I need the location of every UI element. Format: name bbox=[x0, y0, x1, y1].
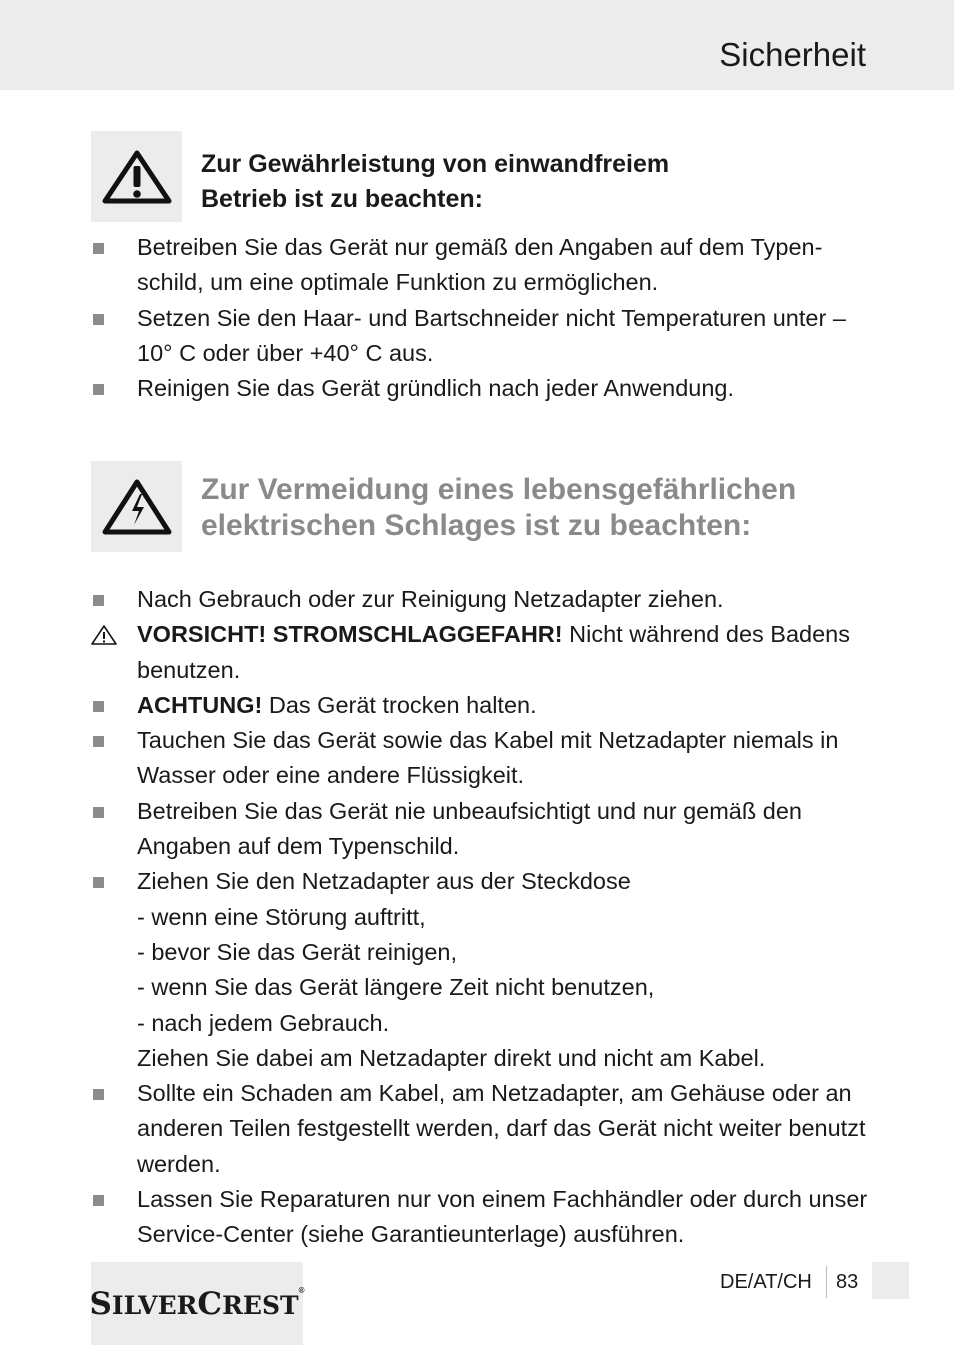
list-item-text: Ziehen Sie dabei am Netzadapter direkt und nicht am Kabel. bbox=[137, 1044, 766, 1071]
list-item-text: Sollte ein Schaden am Kabel, am Netzadapter, am Gehäuse oder an anderen Teilen festgestellt werden, darf das Gerät nicht weiter benutzt werden. bbox=[137, 1080, 866, 1177]
square-bullet-icon bbox=[93, 1195, 104, 1206]
square-bullet-icon bbox=[93, 384, 104, 395]
section1-heading bbox=[201, 147, 841, 217]
square-bullet-icon bbox=[93, 701, 104, 712]
list-item bbox=[0, 230, 954, 301]
section2-list bbox=[0, 582, 954, 1253]
warning-icon-box bbox=[91, 131, 182, 222]
electric-icon-box bbox=[91, 461, 182, 552]
list-item bbox=[0, 794, 954, 865]
sub-item: - wenn eine Störung auftritt, bbox=[137, 903, 426, 930]
sub-item: - wenn Sie das Gerät längere Zeit nicht benutzen, bbox=[137, 974, 655, 1001]
square-bullet-icon bbox=[93, 1089, 104, 1100]
list-item-text: Tauchen Sie das Gerät sowie das Kabel mit Netzadapter niemals in Wasser oder eine andere Flüssigkeit. bbox=[137, 727, 839, 789]
square-bullet-icon bbox=[93, 807, 104, 818]
square-bullet-icon bbox=[93, 595, 104, 606]
list-item bbox=[0, 723, 954, 794]
page-title: Sicherheit bbox=[719, 36, 866, 73]
list-item-text: Setzen Sie den Haar- und Bartschneider nicht Temperaturen unter –10° C oder über +40° C aus. bbox=[137, 304, 846, 366]
list-item-text: Betreiben Sie das Gerät nie unbeaufsichtigt und nur gemäß den Angaben auf dem Typenschild. bbox=[137, 797, 802, 860]
list-item bbox=[0, 617, 954, 688]
square-bullet-icon bbox=[93, 877, 104, 888]
list-item bbox=[0, 1076, 954, 1182]
page-number: 83 bbox=[836, 1271, 859, 1293]
list-item-text: Ziehen Sie den Netzadapter aus der Steckdose bbox=[137, 868, 631, 895]
footer-tab-marker bbox=[872, 1262, 909, 1299]
list-item-text: Nicht während des Badens benutzen. bbox=[137, 621, 851, 683]
list-item bbox=[0, 301, 954, 372]
brand-logo-box bbox=[91, 1262, 303, 1345]
list-item bbox=[0, 1182, 954, 1253]
warning-triangle-icon bbox=[101, 149, 173, 205]
language-code: DE/AT/CH bbox=[720, 1271, 812, 1293]
square-bullet-icon bbox=[93, 314, 104, 325]
footer-divider bbox=[826, 1266, 827, 1298]
small-warning-icon bbox=[90, 624, 118, 646]
list-item-text: Betreiben Sie das Gerät nur gemäß den Angaben auf dem Typenschild, um eine optimale Funktion zu ermöglichen. bbox=[137, 234, 823, 296]
section2-heading-line2: elektrischen Schlages ist zu beachten: bbox=[201, 509, 752, 542]
brand-logo: SILVERCREST® bbox=[89, 1285, 305, 1322]
list-item bbox=[0, 688, 954, 723]
list-item bbox=[0, 582, 954, 617]
list-item bbox=[0, 371, 954, 406]
list-item-text: Lassen Sie Reparaturen nur von einem Fachhändler oder durch unser Service-Center (siehe Garantieunterlage) ausführen. bbox=[137, 1186, 868, 1248]
sub-item: - bevor Sie das Gerät reinigen, bbox=[137, 938, 458, 965]
list-item-text: Nach Gebrauch oder zur Reinigung Netzadapter ziehen. bbox=[137, 586, 724, 612]
section1-list bbox=[0, 230, 954, 406]
list-item-text: Reinigen Sie das Gerät gründlich nach jeder Anwendung. bbox=[137, 375, 735, 402]
section2-heading-line1: Zur Vermeidung eines lebensgefährlichen bbox=[201, 473, 797, 506]
section1-heading-line1: Zur Gewährleistung von einwandfreiem bbox=[201, 150, 670, 178]
section1-heading-line2: Betrieb ist zu beachten: bbox=[201, 185, 483, 213]
electric-shock-icon bbox=[101, 478, 173, 536]
square-bullet-icon bbox=[93, 736, 104, 747]
list-item-text: Das Gerät trocken halten. bbox=[262, 691, 537, 718]
square-bullet-icon bbox=[93, 243, 104, 254]
warning-label: VORSICHT! STROMSCHLAGGEFAHR! bbox=[137, 621, 563, 648]
list-item bbox=[0, 864, 954, 1076]
sub-item: - nach jedem Gebrauch. bbox=[137, 1009, 390, 1036]
section2-heading bbox=[201, 472, 901, 544]
attention-label: ACHTUNG! bbox=[137, 691, 263, 718]
